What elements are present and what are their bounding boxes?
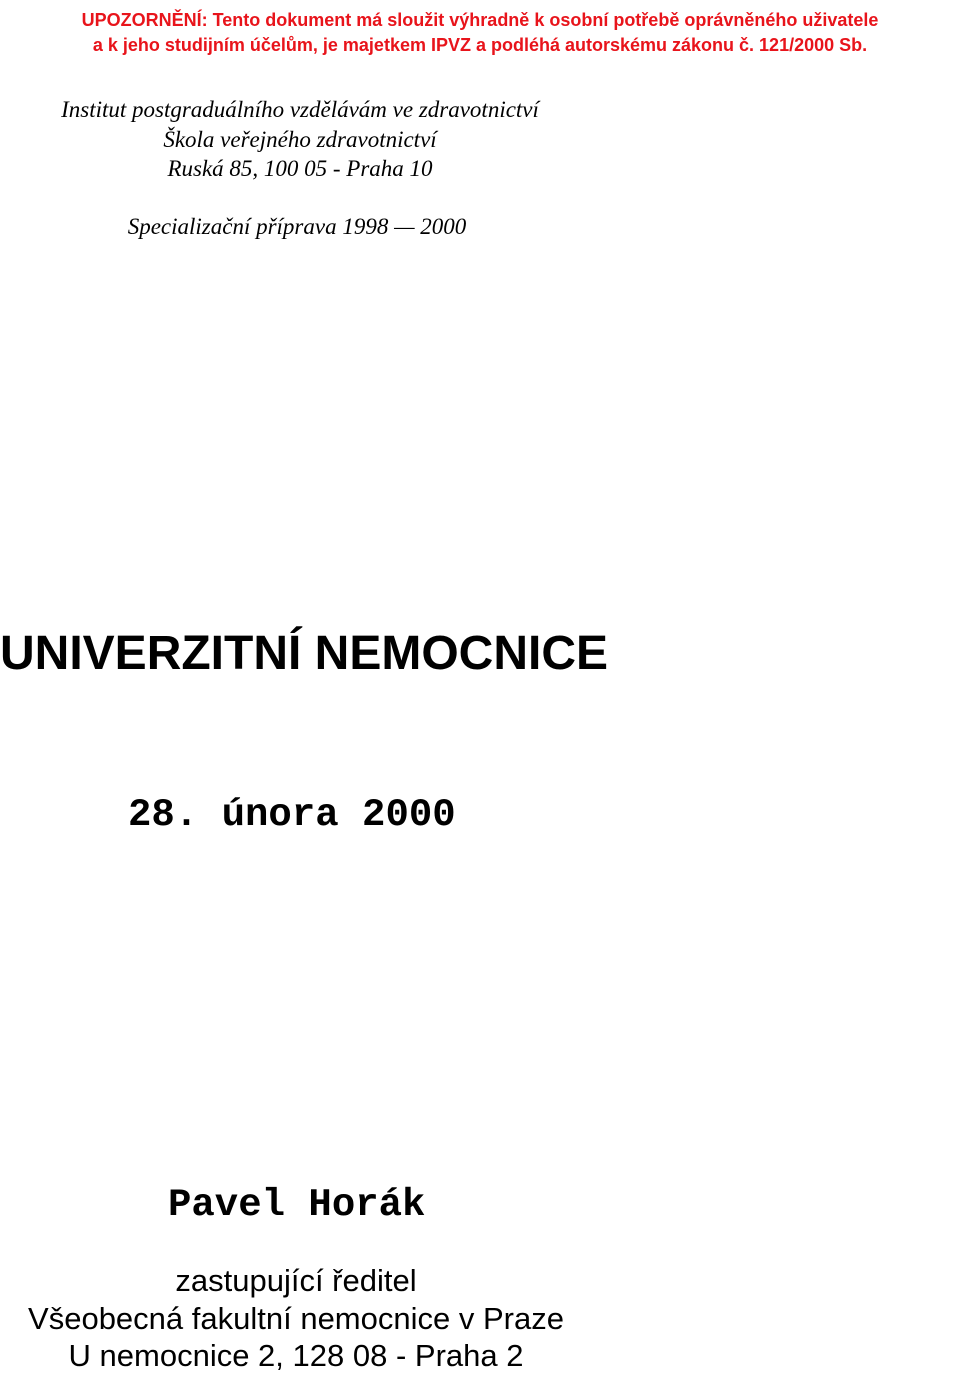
author-organization: Všeobecná fakultní nemocnice v Praze [28,1300,564,1336]
author-details [0,1262,592,1375]
institution-address: Ruská 85, 100 05 - Praha 10 [167,156,433,181]
copyright-notice-line-2: a k jeho studijním účelům, je majetkem IPVZ a podléhá autorskému zákonu č. 121/2000 Sb. [92,35,868,55]
copyright-notice [0,8,960,58]
program-period: Specializační příprava 1998 — 2000 [127,214,467,239]
author-address: U nemocnice 2, 128 08 - Praha 2 [68,1338,524,1373]
school-name: Škola veřejného zdravotnictví [163,126,437,152]
institution-name: Institut postgraduálního vzdělávám ve zdravotnictví [61,97,539,122]
institution-block [0,95,600,184]
document-title: UNIVERZITNÍ NEMOCNICE [0,627,609,680]
copyright-notice-line-1: UPOZORNĚNÍ: Tento dokument má sloužit výhradně k osobní potřebě oprávněného uživatele [81,10,879,30]
author-position: zastupující ředitel [175,1263,417,1298]
document-date: 28. února 2000 [128,793,456,837]
author-name: Pavel Horák [168,1183,426,1227]
